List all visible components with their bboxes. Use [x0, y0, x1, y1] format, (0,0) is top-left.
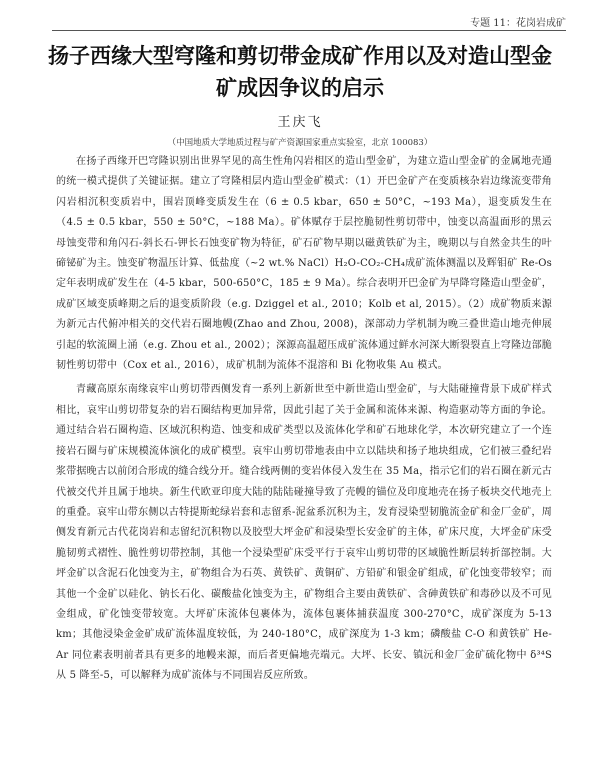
body-paragraph: 在扬子西缘开巴穹隆识别出世界罕见的高生性角闪岩相区的造山型金矿，为建立造山型金矿的金属地壳通的统一模式提供了关键证据。建立了穹隆相层内造山型金矿模式：（1）开巴金矿产在变质核杂岩边缘流变带角闪岩相沉积变质岩中，围岩顶峰变质发生在（6 ± 0.5 kbar，650 ± 50°C，~193 Ma），退变质发生在（4.5 ± 0.5 kbar，550 ± 50°C，~188 Ma）。矿体赋存于层控脆韧性剪切带中，蚀变以高温面形的黑云母蚀变带和角闪石-斜长石-钾长石蚀变矿物为特征，矿石矿物早期以磁黄铁矿为主，晚期以与自然金共生的叶碲铋矿为主。蚀变矿物温压计算、低盐度（~2 wt.% NaCl）H₂O-CO₂-CH₄成矿流体测温以及辉钼矿 Re-Os 定年表明成矿发生在（4-5 kbar，500-650°C，185 ± 9 Ma）。综合表明开巴金矿为早降穹隆造山型金矿，成矿区域变质峰期之后的退变质阶段（e.g. Dziggel et al., 2010；Kolb et al, 2015）。（2）成矿物质来源为新元古代俯冲相关的交代岩石圈地幔(Zhao and Zhou, 2008)，深部动力学机制为晚三叠世造山地壳伸展引起的软流圈上涌（e.g. Zhou et al., 2002）；深源高温超压成矿流体通过鲜水河深大断裂裂直上穹隆边部脆韧性剪切带中（Cox et al., 2016），成矿机制为流体不混溶和 Bi 化物收集 Au 模式。	[56, 156, 552, 372]
body-paragraph: 青藏高原东南缘哀牢山剪切带西侧发育一系列上新新世至中新世造山型金矿，与大陆碰撞背景下成矿样式相比，哀牢山剪切带复杂的岩石圈结构更加异常，因此引起了关于金属和流体来源、构造驱动等方面的争论。通过结合岩石圈构造、区域沉积构造、蚀变和成矿类型以及流体化学和矿石地球化学，本次研究建立了一个连接岩石圈与矿床规模流体演化的成矿模型。哀牢山剪切带地表由中立以陆块和扬子地块组成，它们被三叠纪岩浆带据晚古以前闭合形成的缝合线分开。缝合线两侧的变岩体侵入发生在 35 Ma，指示它们的岩石圈在新元古代被交代并且属于地块。新生代欧亚印度大陆的陆陆碰撞导致了壳幔的锚位及印度地壳在扬子板块交代地壳上的重叠。哀牢山带东侧以古特提斯蛇绿岩套和志留系-泥盆系沉积为主，发育浸染型韧脆流金矿和金厂金矿，周侧发育新元古代花岗岩和志留纪沉积物以及胶型大坪金矿和浸染型长安金矿的主体，矿床尺度，大坪金矿床受脆韧剪式褶性、脆性剪切带控制，其他一个浸染型矿床受平行于哀牢山剪切带的区域脆性断层转折部控制。大坪金矿以含泥石化蚀变为主，矿物组合为石英、黄铁矿、黄铜矿、方铅矿和银金矿组成，矿化蚀变带较窄；而其他一个金矿以硅化、钠长石化、碳酸盐化蚀变为主，矿物组合主要由黄铁矿、含砷黄铁矿和毒砂以及不可见金组成，矿化蚀变带较宽。大坪矿床流体包裹体为，流体包裹体捕获温度 300-270°C，成矿深度为 5-13 km；其他浸染金金矿成矿流体温度较低，为 240-180°C，成矿深度为 1-3 km；磷酸盐 C-O 和黄铁矿 He-Ar 同位素表明前者具有更多的地幔来源，而后者更偏地壳端元。大坪、长安、镇沅和金厂金矿硫化物中 δ³⁴S 从 5 降至-5，可以解释为成矿流体与不同围岩反应所致。	[56, 384, 552, 682]
running-header: 专题 11：花岗岩成矿	[470, 18, 566, 29]
author-affiliation: （中国地质大学地质过程与矿产资源国家重点实验室，北京 100083）	[167, 138, 433, 148]
header-divider	[52, 30, 566, 31]
abstract-body	[56, 152, 552, 691]
author-name: 王庆飞	[277, 115, 323, 130]
paper-title: 扬子西缘大型穹隆和剪切带金成矿作用以及对造山型金矿成因争议的启示	[48, 44, 552, 100]
